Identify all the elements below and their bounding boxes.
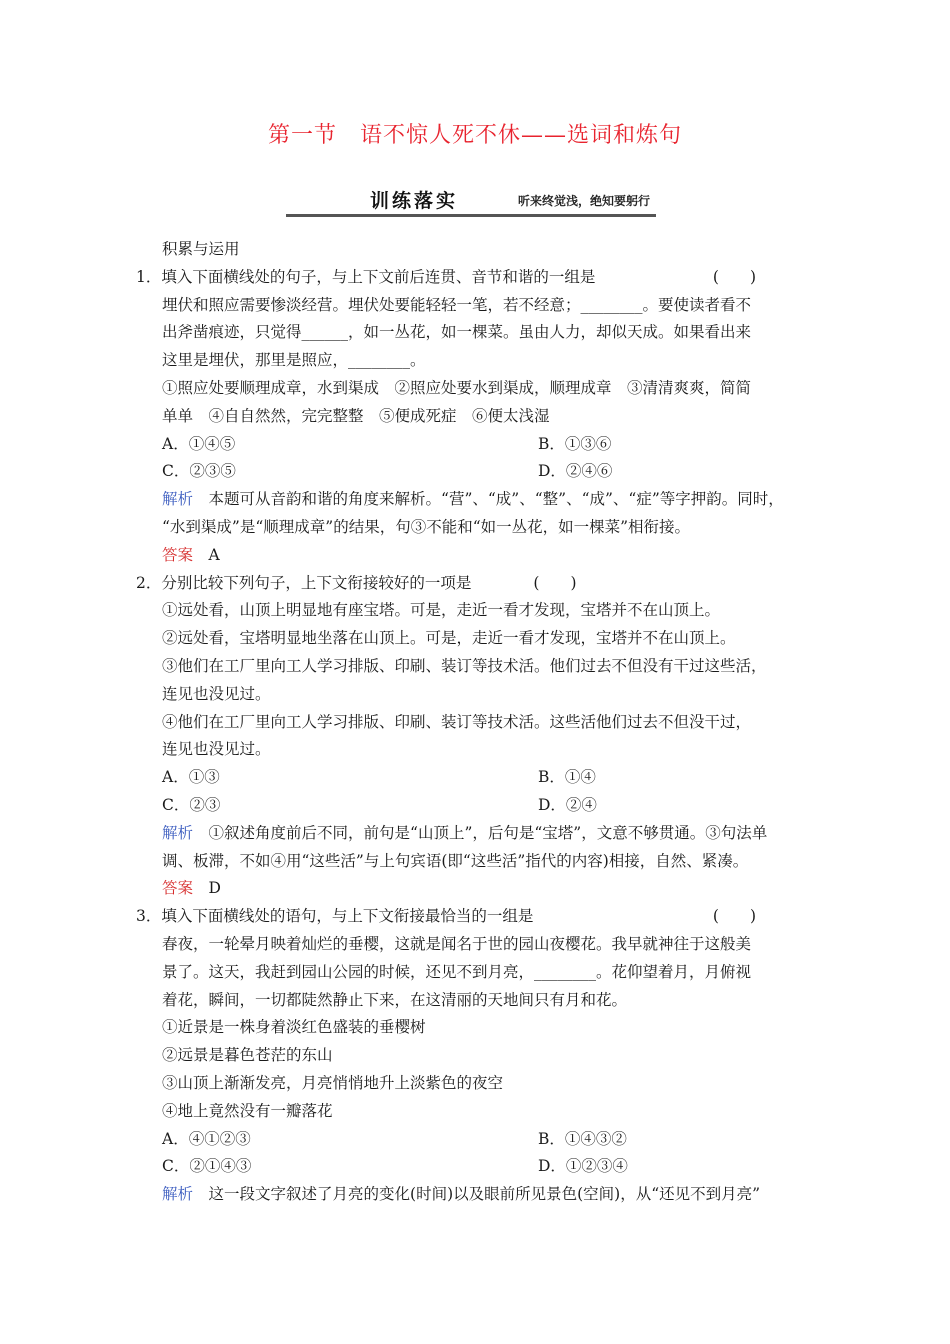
q1-stem: 1．填入下面横线处的句子，与上下文前后连贯、音节和谐的一组是 ( )	[136, 267, 756, 286]
q3-line: ②远景是暮色苍茫的东山	[162, 1046, 333, 1065]
q2-line: 连见也没见过。	[162, 684, 271, 703]
q3-line: ④地上竟然没有一瓣落花	[162, 1101, 333, 1120]
q2-analysis: 调、板滞，不如④用“这些活”与上句宾语(即“这些活”指代的内容)相接，自然、紧凑。	[162, 851, 749, 870]
q1-answer: 答案 A	[162, 545, 220, 564]
q3-options	[136, 1126, 816, 1154]
q3-line: 景了。这天，我赶到园山公园的时候，还见不到月亮，________。花仰望着月，月俯视	[162, 962, 752, 981]
q3-option-b: B．①④③②	[538, 1129, 627, 1148]
q1-analysis: 解析 本题可从音韵和谐的角度来解析。“营”、“成”、“整”、“成”、“症”等字押韵。同时，	[162, 490, 784, 509]
q3-option-c: C．②①④③	[162, 1157, 252, 1176]
q2-answer: 答案 D	[162, 879, 221, 898]
q1-line: 埋伏和照应需要惨淡经营。埋伏处要能轻轻一笔，若不经意；________。要使读者看不	[162, 295, 752, 314]
q2-option-b: B．①④	[538, 768, 596, 787]
q3-line: ①近景是一株身着淡红色盛装的垂樱树	[162, 1018, 426, 1037]
q1-options	[136, 431, 816, 459]
q2-option-d: D．②④	[538, 795, 597, 814]
q3-option-d: D．①②③④	[538, 1157, 628, 1176]
q1-line: ①照应处要顺理成章，水到渠成 ②照应处要水到渠成，顺理成章 ③清清爽爽，简简	[162, 378, 752, 397]
q2-options	[136, 792, 816, 820]
q3-line: 春夜，一轮晕月映着灿烂的垂樱，这就是闻名于世的园山夜樱花。我早就神往于这般美	[162, 934, 752, 953]
q1-option-b: B．①③⑥	[538, 434, 612, 453]
q3-options	[136, 1153, 816, 1181]
q3-stem: 3．填入下面横线处的语句，与上下文衔接最恰当的一组是 ( )	[136, 907, 756, 926]
q2-line: ②远处看，宝塔明显地坐落在山顶上。可是，走近一看才发现，宝塔并不在山顶上。	[162, 629, 736, 648]
q2-line: 连见也没见过。	[162, 740, 271, 759]
q1-option-c: C．②③⑤	[162, 462, 236, 481]
q2-option-c: C．②③	[162, 795, 221, 814]
q2-line: ④他们在工厂里向工人学习排版、印刷、装订等技术活。这些活他们过去不但没干过，	[162, 712, 752, 731]
q1-line: 出斧凿痕迹，只觉得______，如一丛花，如一棵菜。虽由人力，却似天成。如果看出来	[162, 323, 752, 342]
q2-analysis: 解析 ①叙述角度前后不同，前句是“山顶上”，后句是“宝塔”，文意不够贯通。③句法单	[162, 823, 768, 842]
q1-options	[136, 458, 816, 486]
banner-heading: 训练落实	[370, 190, 459, 212]
q2-options	[136, 764, 816, 792]
q2-line: ③他们在工厂里向工人学习排版、印刷、装订等技术活。他们过去不但没有干过这些活，	[162, 656, 767, 675]
q2-stem: 2．分别比较下列句子，上下文衔接较好的一项是 ( )	[136, 573, 577, 592]
content	[136, 236, 816, 1209]
banner-rule	[286, 214, 656, 217]
q1-option-d: D．②④⑥	[538, 462, 613, 481]
q1-line: 单单 ④自自然然，完完整整 ⑤便成死症 ⑥便太浅湿	[162, 406, 550, 425]
q1-option-a: A．①④⑤	[162, 434, 236, 453]
section-heading: 积累与运用	[162, 240, 240, 258]
q1-line: 这里是埋伏，那里是照应，________。	[162, 351, 426, 370]
q2-option-a: A．①③	[162, 768, 220, 787]
q3-analysis: 解析 这一段文字叙述了月亮的变化(时间)以及眼前所见景色(空间)，从“还见不到月亮”	[162, 1185, 761, 1204]
q2-line: ①远处看，山顶上明显地有座宝塔。可是，走近一看才发现，宝塔并不在山顶上。	[162, 601, 721, 620]
q3-line: ③山顶上渐渐发亮，月亮悄悄地升上淡紫色的夜空	[162, 1073, 504, 1092]
page-title: 第一节 语不惊人死不休——选词和炼句	[267, 123, 682, 148]
q3-line: 着花，瞬间，一切都陡然静止下来，在这清丽的天地间只有月和花。	[162, 990, 628, 1009]
q3-option-a: A．④①②③	[162, 1129, 251, 1148]
q1-analysis: “水到渠成”是“顺理成章”的结果，句③不能和“如一丛花，如一棵菜”相衔接。	[162, 517, 691, 536]
banner-motto: 听来终觉浅，绝知要躬行	[518, 194, 651, 208]
